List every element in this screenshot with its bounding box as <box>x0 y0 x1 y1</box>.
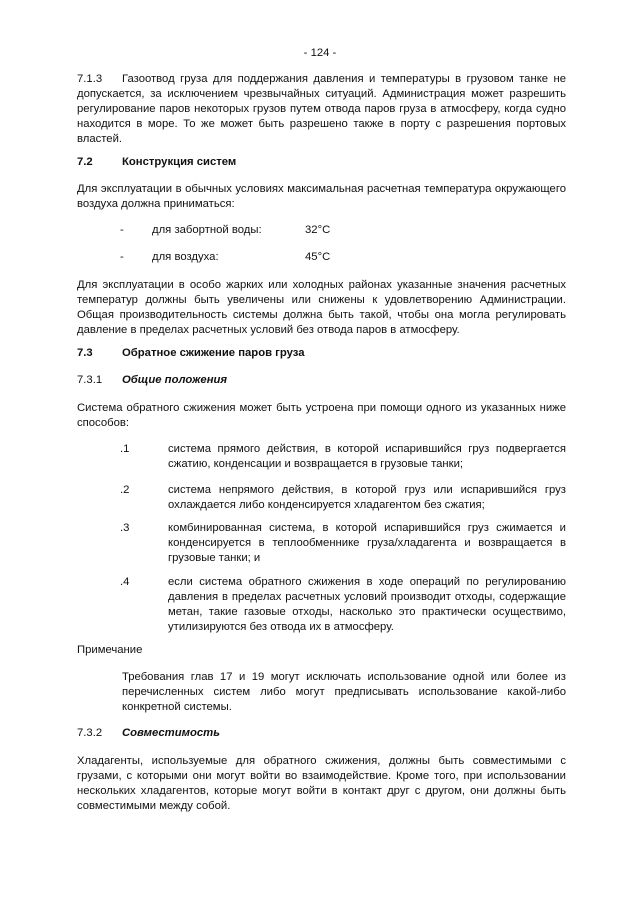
list-item-text: система прямого действия, в которой испарившийся груз подвергается сжатию, конденсации и возвращается в грузовые танки; <box>168 443 566 470</box>
section-title-7-2: Конструкция систем <box>122 156 237 168</box>
section-number-7-3-2: 7.3.2 <box>77 727 103 739</box>
air-temp-value: 45°C <box>305 251 331 263</box>
paragraph-7-3-1-intro: Система обратного сжижения может быть устроена при помощи одного из указанных ниже способов: <box>77 402 566 429</box>
section-title-7-3: Обратное сжижение паров груза <box>122 347 305 359</box>
paragraph-7-2-intro: Для эксплуатации в обычных условиях максимальная расчетная температура окружающего воздуха должна приниматься: <box>77 183 566 210</box>
section-number-7-2: 7.2 <box>77 156 93 168</box>
list-item-text: комбинированная система, в которой испарившийся груз сжимается и конденсируется в теплообменнике груза/хладагента и возвращается в грузовые танки; и <box>168 522 566 564</box>
paragraph-7-1-3-text: Газоотвод груза для поддержания давления и температуры в грузовом танке не допускается, за исключением чрезвычайных ситуаций. Администрация может разрешить регулирование паров некоторых грузов путем отвода паров груза в атмосферу, когда судно находится в море. То же может быть разрешено также в порту с разрешения портовых властей. <box>77 73 566 145</box>
air-temp-label: для воздуха: <box>152 251 219 263</box>
list-item-number: .1 <box>120 443 130 455</box>
list-item-text: система непрямого действия, в которой груз или испарившийся груз охлаждается либо конденсируется хладагентом без сжатия; <box>168 484 566 511</box>
section-number-7-3: 7.3 <box>77 347 93 359</box>
list-dash: - <box>120 224 124 236</box>
water-temp-label: для забортной воды: <box>152 224 262 236</box>
note-label: Примечание <box>77 644 143 656</box>
paragraph-7-3-2: Хладагенты, используемые для обратного сжижения, должны быть совместимыми с грузами, с которыми они могут войти во взаимодействие. Кроме того, при использовании нескольких хладагентов, которые могут войти в контакт друг с другом, они должны быть совместимыми между собой. <box>77 755 566 812</box>
list-item-number: .4 <box>120 576 130 588</box>
water-temp-value: 32°C <box>305 224 331 236</box>
note-text: Требования глав 17 и 19 могут исключать использование одной или более из перечисленных систем либо могут предписывать использование какой-либо конкретной системы. <box>122 671 566 713</box>
section-number-7-3-1: 7.3.1 <box>77 374 103 386</box>
list-item-number: .3 <box>120 522 130 534</box>
section-title-7-3-1: Общие положения <box>122 374 228 386</box>
section-title-7-3-2: Совместимость <box>122 727 220 739</box>
section-number-7-1-3: 7.1.3 <box>77 73 103 85</box>
paragraph-7-1-3 <box>77 72 566 147</box>
list-item-number: .2 <box>120 484 130 496</box>
list-item-text: если система обратного сжижения в ходе операций по регулированию давления в пределах расчетных условий производит отходы, содержащие метан, такие газовые отходы, насколько это практически осуществимо, утилизируются без отвода их в атмосферу. <box>168 576 566 633</box>
paragraph-7-2-body: Для эксплуатации в особо жарких или холодных районах указанные значения расчетных температур должны быть увеличены или снижены к удовлетворению Администрации. Общая производительность системы должна быть такой, чтобы она могла регулировать давление в пределах расчетных условий без отвода паров в атмосферу. <box>77 279 566 336</box>
page-number: - 124 - <box>303 47 337 59</box>
list-dash: - <box>120 251 124 263</box>
